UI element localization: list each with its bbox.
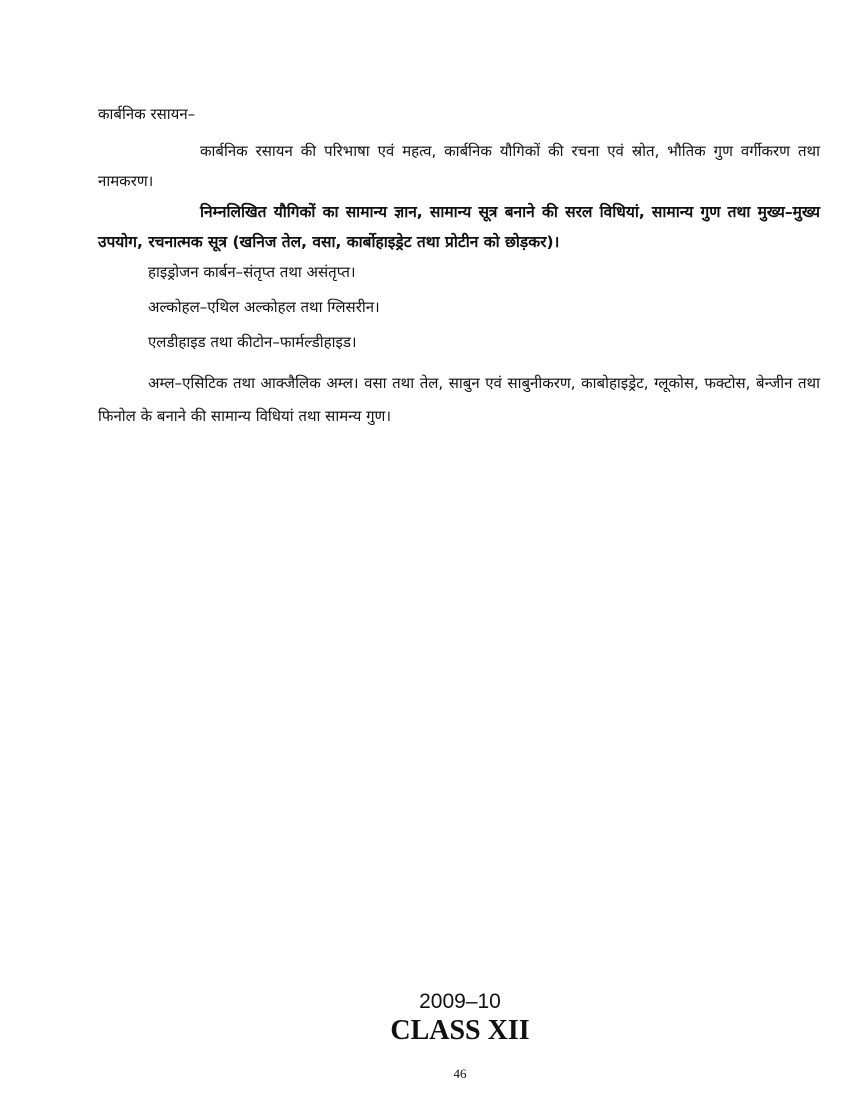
- line-hydrocarbon: हाइड्रोजन कार्बन–संतृप्त तथा असंतृप्त।: [148, 263, 356, 281]
- footer-year: [0, 990, 850, 1014]
- paragraph-compounds: निम्नलिखित यौगिकों का सामान्य ज्ञान, सामान्य सूत्र बनाने की सरल विधियां, सामान्य गुण तथा मुख्य–मुख्य उपयोग, रचनात्मक सूत्र (खनिज तेल, वसा, कार्बोहाइड्रेट तथा प्रोटीन को छोड़कर)।: [98, 203, 820, 251]
- footer-class-title: CLASS XII: [390, 1015, 530, 1046]
- year-text: 2009–10: [419, 990, 501, 1013]
- paragraph-acids: अम्ल–एसिटिक तथा आक्जैलिक अम्ल। वसा तथा तेल, साबुन एवं साबुनीकरण, काबोहाइड्रेट, ग्लूकोस, फक्टोस, बेन्जीन तथा फिनोल के बनाने की सामान्य विधियां तथा सामन्य गुण।: [98, 374, 820, 425]
- line-alcohol: अल्कोहल–एथिल अल्कोहल तथा ग्लिसरीन।: [148, 298, 380, 316]
- page-number: 46: [453, 1066, 467, 1081]
- paragraph-definition: कार्बनिक रसायन की परिभाषा एवं महत्व, कार्बनिक यौगिकों की रचना एवं स्रोत, भौतिक गुण वर्गीकरण तथा नामकरण।: [98, 142, 820, 190]
- section-heading: कार्बनिक रसायन–: [98, 105, 196, 123]
- line-aldehyde: एलडीहाइड तथा कीटोन–फार्मल्डीहाइड।: [148, 333, 357, 351]
